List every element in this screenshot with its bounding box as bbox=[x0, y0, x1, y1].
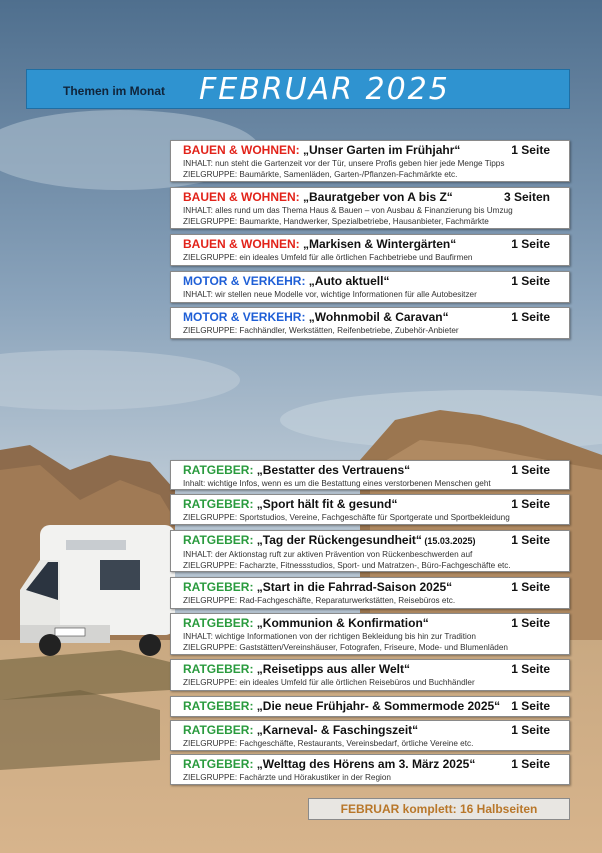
topic-title: „Reisetipps aus aller Welt“ bbox=[253, 662, 410, 676]
topic-pages: 1 Seite bbox=[511, 723, 550, 737]
topic-pages: 1 Seite bbox=[511, 463, 550, 477]
topic-category: RATGEBER: bbox=[183, 533, 254, 547]
topic-card bbox=[170, 271, 570, 303]
topic-pages: 1 Seite bbox=[511, 310, 550, 324]
topic-title: „Die neue Frühjahr- & Sommermode 2025“ bbox=[253, 699, 501, 713]
topic-category: RATGEBER: bbox=[183, 616, 254, 630]
topic-line: ZIELGRUPPE: Gaststätten/Vereinshäuser, Fotografen, Friseure, Mode- und Blumenläden bbox=[183, 643, 508, 652]
camper-van bbox=[20, 525, 175, 656]
topic-date: (15.03.2025) bbox=[421, 536, 476, 546]
topic-title: „Kommunion & Konfirmation“ bbox=[253, 616, 429, 630]
topic-category: RATGEBER: bbox=[183, 580, 254, 594]
topic-title: „Start in die Fahrrad-Saison 2025“ bbox=[253, 580, 453, 594]
topic-line: INHALT: wichtige Informationen von der richtigen Bekleidung bis hin zur Tradition bbox=[183, 632, 476, 641]
topic-pages: 1 Seite bbox=[511, 616, 550, 630]
topic-title: „Tag der Rückengesundheit“ bbox=[253, 533, 422, 547]
topic-pages: 1 Seite bbox=[511, 662, 550, 676]
topic-line: ZIELGRUPPE: Facharzte, Fitnessstudios, Sport- und Matratzen-, Büro-Fachgeschäfte etc. bbox=[183, 561, 511, 570]
topic-line: INHALT: wir stellen neue Modelle vor, wichtige Informationen für alle Autobesitzer bbox=[183, 290, 477, 299]
topic-pages: 1 Seite bbox=[511, 580, 550, 594]
topic-category: RATGEBER: bbox=[183, 662, 254, 676]
topic-card bbox=[170, 530, 570, 572]
topic-pages: 1 Seite bbox=[511, 143, 550, 157]
topic-title: „Wohnmobil & Caravan“ bbox=[305, 310, 449, 324]
topic-card bbox=[170, 696, 570, 717]
topic-category: MOTOR & VERKEHR: bbox=[183, 274, 306, 288]
topic-card bbox=[170, 307, 570, 339]
topic-pages: 1 Seite bbox=[511, 699, 550, 713]
topic-card bbox=[170, 494, 570, 525]
header-title: FEBRUAR 2025 bbox=[199, 72, 450, 107]
topic-category: MOTOR & VERKEHR: bbox=[183, 310, 306, 324]
topic-line: ZIELGRUPPE: Fachhändler, Werkstätten, Reifenbetriebe, Zubehör-Anbieter bbox=[183, 326, 459, 335]
topic-card bbox=[170, 720, 570, 751]
topic-title: „Bestatter des Vertrauens“ bbox=[253, 463, 411, 477]
topic-title: „Karneval- & Faschingszeit“ bbox=[253, 723, 419, 737]
topic-pages: 1 Seite bbox=[511, 757, 550, 771]
month-total-summary: FEBRUAR komplett: 16 Halbseiten bbox=[308, 798, 570, 820]
topic-category: RATGEBER: bbox=[183, 497, 254, 511]
topic-line: ZIELGRUPPE: Sportstudios, Vereine, Fachgeschäfte für Sportgerate und Sportbekleidung bbox=[183, 513, 510, 522]
topic-pages: 1 Seite bbox=[511, 274, 550, 288]
header-subtitle: Themen im Monat bbox=[63, 84, 166, 98]
topic-card bbox=[170, 187, 570, 229]
topic-card bbox=[170, 754, 570, 785]
topic-title: „Auto aktuell“ bbox=[305, 274, 390, 288]
topic-line: ZIELGRUPPE: Rad-Fachgeschäfte, Reparaturwerkstätten, Reisebüros etc. bbox=[183, 596, 456, 605]
topic-pages: 1 Seite bbox=[511, 533, 550, 547]
topic-card bbox=[170, 659, 570, 691]
topic-line: ZIELGRUPPE: Fachärzte und Hörakustiker in der Region bbox=[183, 773, 391, 782]
topic-card bbox=[170, 234, 570, 266]
topic-line: Inhalt: wichtige Infos, wenn es um die Bestattung eines verstorbenen Menschen geht bbox=[183, 479, 491, 488]
topic-category: RATGEBER: bbox=[183, 699, 254, 713]
topic-category: BAUEN & WOHNEN: bbox=[183, 143, 300, 157]
topic-line: ZIELGRUPPE: Baumärkte, Samenläden, Garten-/Pflanzen-Fachmärkte etc. bbox=[183, 170, 458, 179]
topic-line: ZIELGRUPPE: ein ideales Umfeld für alle örtlichen Fachbetriebe und Baufirmen bbox=[183, 253, 473, 262]
topic-card bbox=[170, 613, 570, 655]
topic-title: „Bauratgeber von A bis Z“ bbox=[299, 190, 453, 204]
topic-line: ZIELGRUPPE: Fachgeschäfte, Restaurants, Vereinsbedarf, örtliche Vereine etc. bbox=[183, 739, 474, 748]
topic-category: RATGEBER: bbox=[183, 723, 254, 737]
month-header bbox=[26, 69, 570, 109]
topic-category: RATGEBER: bbox=[183, 757, 254, 771]
topic-card bbox=[170, 577, 570, 609]
topic-category: RATGEBER: bbox=[183, 463, 254, 477]
topic-pages: 1 Seite bbox=[511, 237, 550, 251]
topic-title: „Markisen & Wintergärten“ bbox=[299, 237, 457, 251]
topic-line: ZIELGRUPPE: ein ideales Umfeld für alle örtlichen Reisebüros und Buchhändler bbox=[183, 678, 475, 687]
topic-category: BAUEN & WOHNEN: bbox=[183, 237, 300, 251]
topic-pages: 3 Seiten bbox=[503, 190, 550, 204]
topic-card bbox=[170, 460, 570, 490]
topic-title: „Sport hält fit & gesund“ bbox=[253, 497, 398, 511]
topic-line: INHALT: alles rund um das Thema Haus & Bauen – von Ausbau & Finanzierung bis Umzug bbox=[183, 206, 513, 215]
topic-line: INHALT: der Aktionstag ruft zur aktiven Prävention von Rückenbeschwerden auf bbox=[183, 550, 473, 559]
topic-line: INHALT: nun steht die Gartenzeit vor der Tür, unsere Profis geben hier jede Menge Tipps bbox=[183, 159, 505, 168]
topic-line: ZIELGRUPPE: Baumarkte, Handwerker, Spezialbetriebe, Hausanbieter, Fachmärkte bbox=[183, 217, 489, 226]
topic-pages: 1 Seite bbox=[511, 497, 550, 511]
topic-title: „Unser Garten im Frühjahr“ bbox=[299, 143, 461, 157]
topic-title: „Welttag des Hörens am 3. März 2025“ bbox=[253, 757, 476, 771]
topic-category: BAUEN & WOHNEN: bbox=[183, 190, 300, 204]
topic-card bbox=[170, 140, 570, 182]
